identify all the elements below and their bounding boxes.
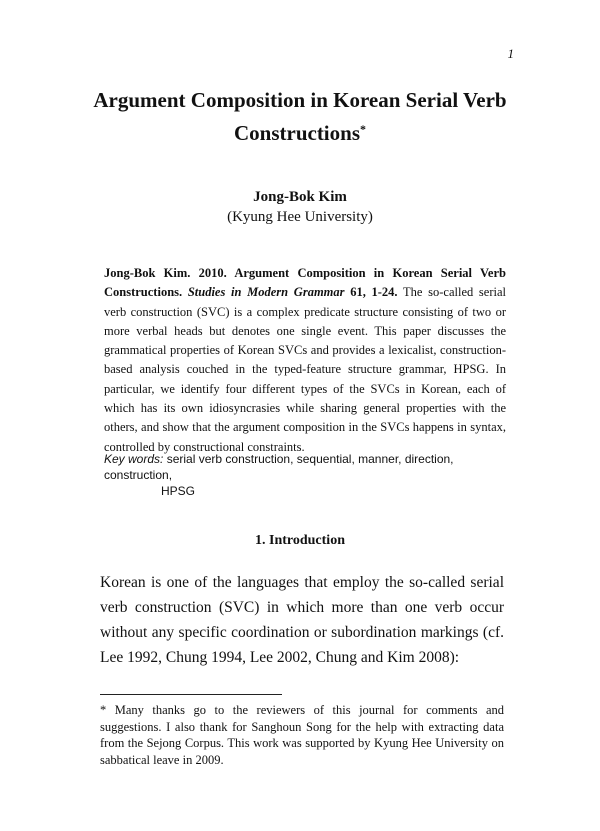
intro-paragraph: Korean is one of the languages that employ the so-called serial verb construction (SVC) in which more than one verb occur without any specific coordination or subordination markings (cf. Lee 1992, Chung 1994, Lee 2002, Chung and Kim 2008): [100,574,504,666]
abstract-journal: Studies in Modern Grammar [187,285,345,300]
keywords-line-2: HPSG [161,484,196,498]
paper-title-line-1: Argument Composition in Korean Serial Verb [93,88,507,112]
abstract-body: The so-called serial verb construction (SVC) is a complex predicate structure consisting of two or more verbal heads but denotes one single event. This paper discusses the grammatical properties of Korean SVCs and provides a lexicalist, construction-based analysis couched in the typed-feature structure grammar, HPSG. In particular, we identify four different types of the SVCs in Korean, each of which has its own idiosyncrasies while sharing general properties with the others, and show that the argument composition in the SVCs happens in syntax, controlled by constructional constraints. [104,285,507,454]
keywords [104,451,514,499]
paper-title-line-2-text: Constructions [233,121,360,145]
author-name: Jong-Bok Kim [253,189,347,205]
page-number: 1 [507,46,514,61]
footnote: * Many thanks go to the reviewers of this journal for comments and suggestions. I also thank for Sanghoun Song for the help with extracting data from the Sejong Corpus. This work was supported by Kyung Hee University on sabbatical leave in 2009. [100,703,504,767]
abstract-citation: Jong-Bok Kim. 2010. Argument Composition in Korean Serial Verb Constructions. [104,266,506,300]
title-footnote-marker: * [360,122,366,136]
section-heading: 1. Introduction [255,533,345,548]
keywords-label: Key words: [104,452,164,466]
footnote-divider [100,694,282,695]
paper-title [60,84,540,150]
paper-title-line-2 [60,117,540,150]
abstract-volume-pages: 61, 1-24. [350,285,398,300]
author-affiliation: (Kyung Hee University) [227,209,373,225]
keywords-line-1: serial verb construction, sequential, manner, direction, construction, [104,452,454,482]
abstract [104,264,506,457]
